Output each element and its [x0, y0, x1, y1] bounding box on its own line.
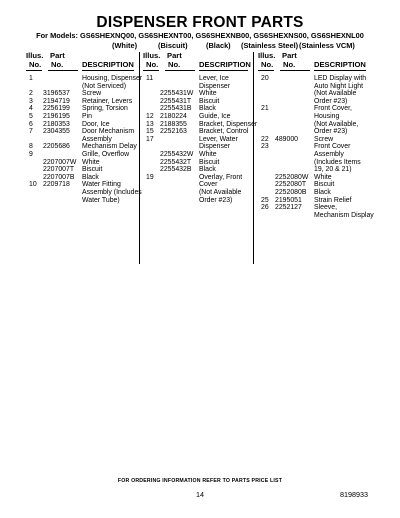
part-number: 2252127	[275, 204, 302, 212]
part-number: 2205686	[43, 143, 70, 151]
header-underline	[258, 70, 274, 71]
part-number: 2195051	[275, 196, 302, 204]
illus-number: 12	[146, 113, 154, 120]
illus-number: 23	[261, 143, 269, 151]
part-description: Biscuit	[199, 97, 220, 105]
part-description: Order #23)	[314, 97, 348, 105]
illus-number: 13	[146, 120, 154, 128]
part-description: Mechanism Delay	[82, 143, 137, 151]
color-biscuit: (Biscuit)	[158, 41, 188, 50]
illus-number: 21	[261, 105, 269, 113]
illus-number: 25	[261, 196, 269, 204]
part-description: Dispenser	[199, 143, 231, 151]
illus-number: 22	[261, 135, 269, 143]
header-part: Part	[167, 51, 182, 60]
part-description: (Not Available	[314, 90, 357, 98]
part-description: Overlay, Front	[199, 173, 243, 181]
illus-number: 15	[146, 128, 154, 136]
part-number: 2252080T	[275, 181, 307, 189]
part-description: Screw	[314, 135, 334, 143]
part-description: Lever, Water	[199, 135, 238, 143]
part-description: Black	[314, 189, 331, 196]
illus-number: 17	[146, 135, 154, 143]
part-description: Front Cover	[314, 143, 351, 151]
part-number: 2252080B	[275, 189, 307, 196]
part-description: White	[199, 90, 217, 98]
illus-number: 10	[29, 181, 37, 189]
ordering-footer: FOR ORDERING INFORMATION REFER TO PARTS PRICE LIST	[117, 478, 283, 484]
part-description: Cover	[199, 181, 218, 189]
part-number: 2207007T	[43, 166, 75, 174]
part-description: 19, 20 & 21)	[314, 166, 352, 174]
header-illus-no: No.	[261, 59, 274, 69]
part-number: 3196537	[43, 90, 70, 98]
part-description: Front Cover,	[314, 105, 352, 113]
part-description: Biscuit	[82, 166, 103, 174]
illus-number: 7	[29, 128, 33, 136]
part-number: 2180353	[43, 120, 70, 128]
part-number: 2188355	[160, 120, 187, 128]
part-description: Mechanism Display	[314, 211, 374, 219]
header-part-no: No.	[283, 59, 296, 69]
header-part: Part	[282, 51, 297, 60]
part-description: Door Mechanism	[82, 128, 135, 136]
color-white: (White)	[112, 41, 138, 50]
models-line: For Models: GS6SHEXNQ00, GS6SHEXNT00, GS6SHEXNB00, GS6SHEXNS00, GS6SHEXNL00	[36, 31, 364, 40]
header-underline	[82, 70, 134, 71]
parts-column-2	[143, 51, 258, 264]
part-description: Bracket, Dispenser	[199, 120, 258, 128]
part-number: 2180224	[160, 113, 187, 120]
part-number: 2255432T	[160, 158, 192, 166]
page-number: 14	[196, 490, 204, 499]
illus-number: 9	[29, 151, 33, 158]
part-description: Sleeve,	[314, 204, 337, 212]
header-underline	[48, 70, 78, 71]
part-description: Pin	[82, 113, 92, 120]
part-description: Assembly	[82, 135, 112, 143]
part-description: Strain Relief	[314, 196, 352, 204]
part-number: 2207007W	[43, 158, 77, 166]
header-illus: Illus.	[258, 51, 276, 60]
part-description: Black	[199, 166, 216, 174]
header-illus-no: No.	[146, 59, 159, 69]
part-description: Grille, Overflow	[82, 151, 130, 158]
illus-number: 20	[261, 75, 269, 82]
part-description: Screw	[82, 90, 102, 98]
part-description: Housing	[314, 113, 340, 120]
illus-number: 1	[29, 75, 33, 82]
part-number: 2255431W	[160, 90, 194, 98]
part-number: 2196195	[43, 113, 70, 120]
part-description: Biscuit	[199, 158, 220, 166]
header-underline	[143, 70, 159, 71]
header-part-no: No.	[168, 59, 181, 69]
document-number: 8198933	[340, 490, 368, 499]
part-number: 2304355	[43, 128, 70, 136]
part-description: Black	[82, 173, 99, 181]
part-number: 2194719	[43, 97, 70, 105]
part-number: 2255431T	[160, 97, 192, 105]
part-description: Housing, Dispenser	[82, 75, 143, 82]
header-underline	[26, 70, 42, 71]
illus-number: 11	[146, 75, 154, 82]
part-description: Lever, Ice	[199, 75, 229, 82]
header-illus-no: No.	[29, 59, 42, 69]
color-black: (Black)	[206, 41, 231, 50]
part-number: 489000	[275, 135, 298, 143]
header-part: Part	[50, 51, 65, 60]
part-description: Water Fitting	[82, 181, 121, 189]
illus-number: 5	[29, 113, 33, 120]
part-description: (Not Available,	[314, 120, 359, 128]
part-description: Order #23)	[314, 128, 348, 136]
header-description: DESCRIPTION	[199, 59, 251, 69]
illus-number: 3	[29, 97, 33, 105]
part-number: 2207007B	[43, 173, 75, 181]
header-underline	[199, 70, 248, 71]
part-description: LED Display with	[314, 75, 367, 82]
part-description: Dispenser	[199, 82, 231, 90]
illus-number: 6	[29, 120, 33, 128]
part-description: Black	[199, 105, 216, 113]
part-description: White	[82, 158, 100, 166]
illus-number: 2	[29, 90, 33, 98]
part-description: (Includes Items	[314, 158, 361, 166]
part-description: Assembly	[314, 151, 344, 158]
part-description: Water Tube)	[82, 196, 120, 204]
header-illus: Illus.	[143, 51, 161, 60]
illus-number: 8	[29, 143, 33, 151]
part-number: 2256199	[43, 105, 70, 113]
part-number: 2255432W	[160, 151, 194, 158]
parts-column-1	[26, 51, 143, 264]
part-description: White	[199, 151, 217, 158]
part-description: Order #23)	[199, 196, 233, 204]
color-stainless-vcm: (Stainless VCM)	[299, 41, 355, 50]
header-underline	[314, 70, 366, 71]
part-description: (Not Available	[199, 189, 242, 196]
part-description: Bracket, Control	[199, 128, 249, 136]
illus-number: 19	[146, 173, 154, 181]
color-stainless-steel: (Stainless Steel)	[241, 41, 299, 50]
header-illus: Illus.	[26, 51, 44, 60]
header-underline	[165, 70, 195, 71]
part-description: Assembly (Includes	[82, 189, 142, 196]
header-part-no: No.	[51, 59, 64, 69]
part-number: 2209718	[43, 181, 70, 189]
part-description: Retainer, Levers	[82, 97, 133, 105]
part-number: 2252080W	[275, 173, 309, 181]
page-title: DISPENSER FRONT PARTS	[96, 14, 304, 31]
header-description: DESCRIPTION	[314, 59, 366, 69]
part-description: Auto Night Light	[314, 82, 364, 90]
part-description: Spring, Torsion	[82, 105, 128, 113]
illus-number: 4	[29, 105, 33, 113]
header-underline	[280, 70, 310, 71]
header-description: DESCRIPTION	[82, 59, 134, 69]
part-description: Door, Ice	[82, 120, 110, 128]
parts-column-3	[258, 52, 372, 264]
part-number: 2255432B	[160, 166, 192, 174]
part-number: 2252163	[160, 128, 187, 136]
part-description: Guide, Ice	[199, 113, 231, 120]
illus-number: 26	[261, 204, 269, 212]
part-description: Biscuit	[314, 181, 335, 189]
part-number: 2255431B	[160, 105, 192, 113]
part-description: White	[314, 173, 332, 181]
part-description: (Not Serviced)	[82, 82, 127, 90]
